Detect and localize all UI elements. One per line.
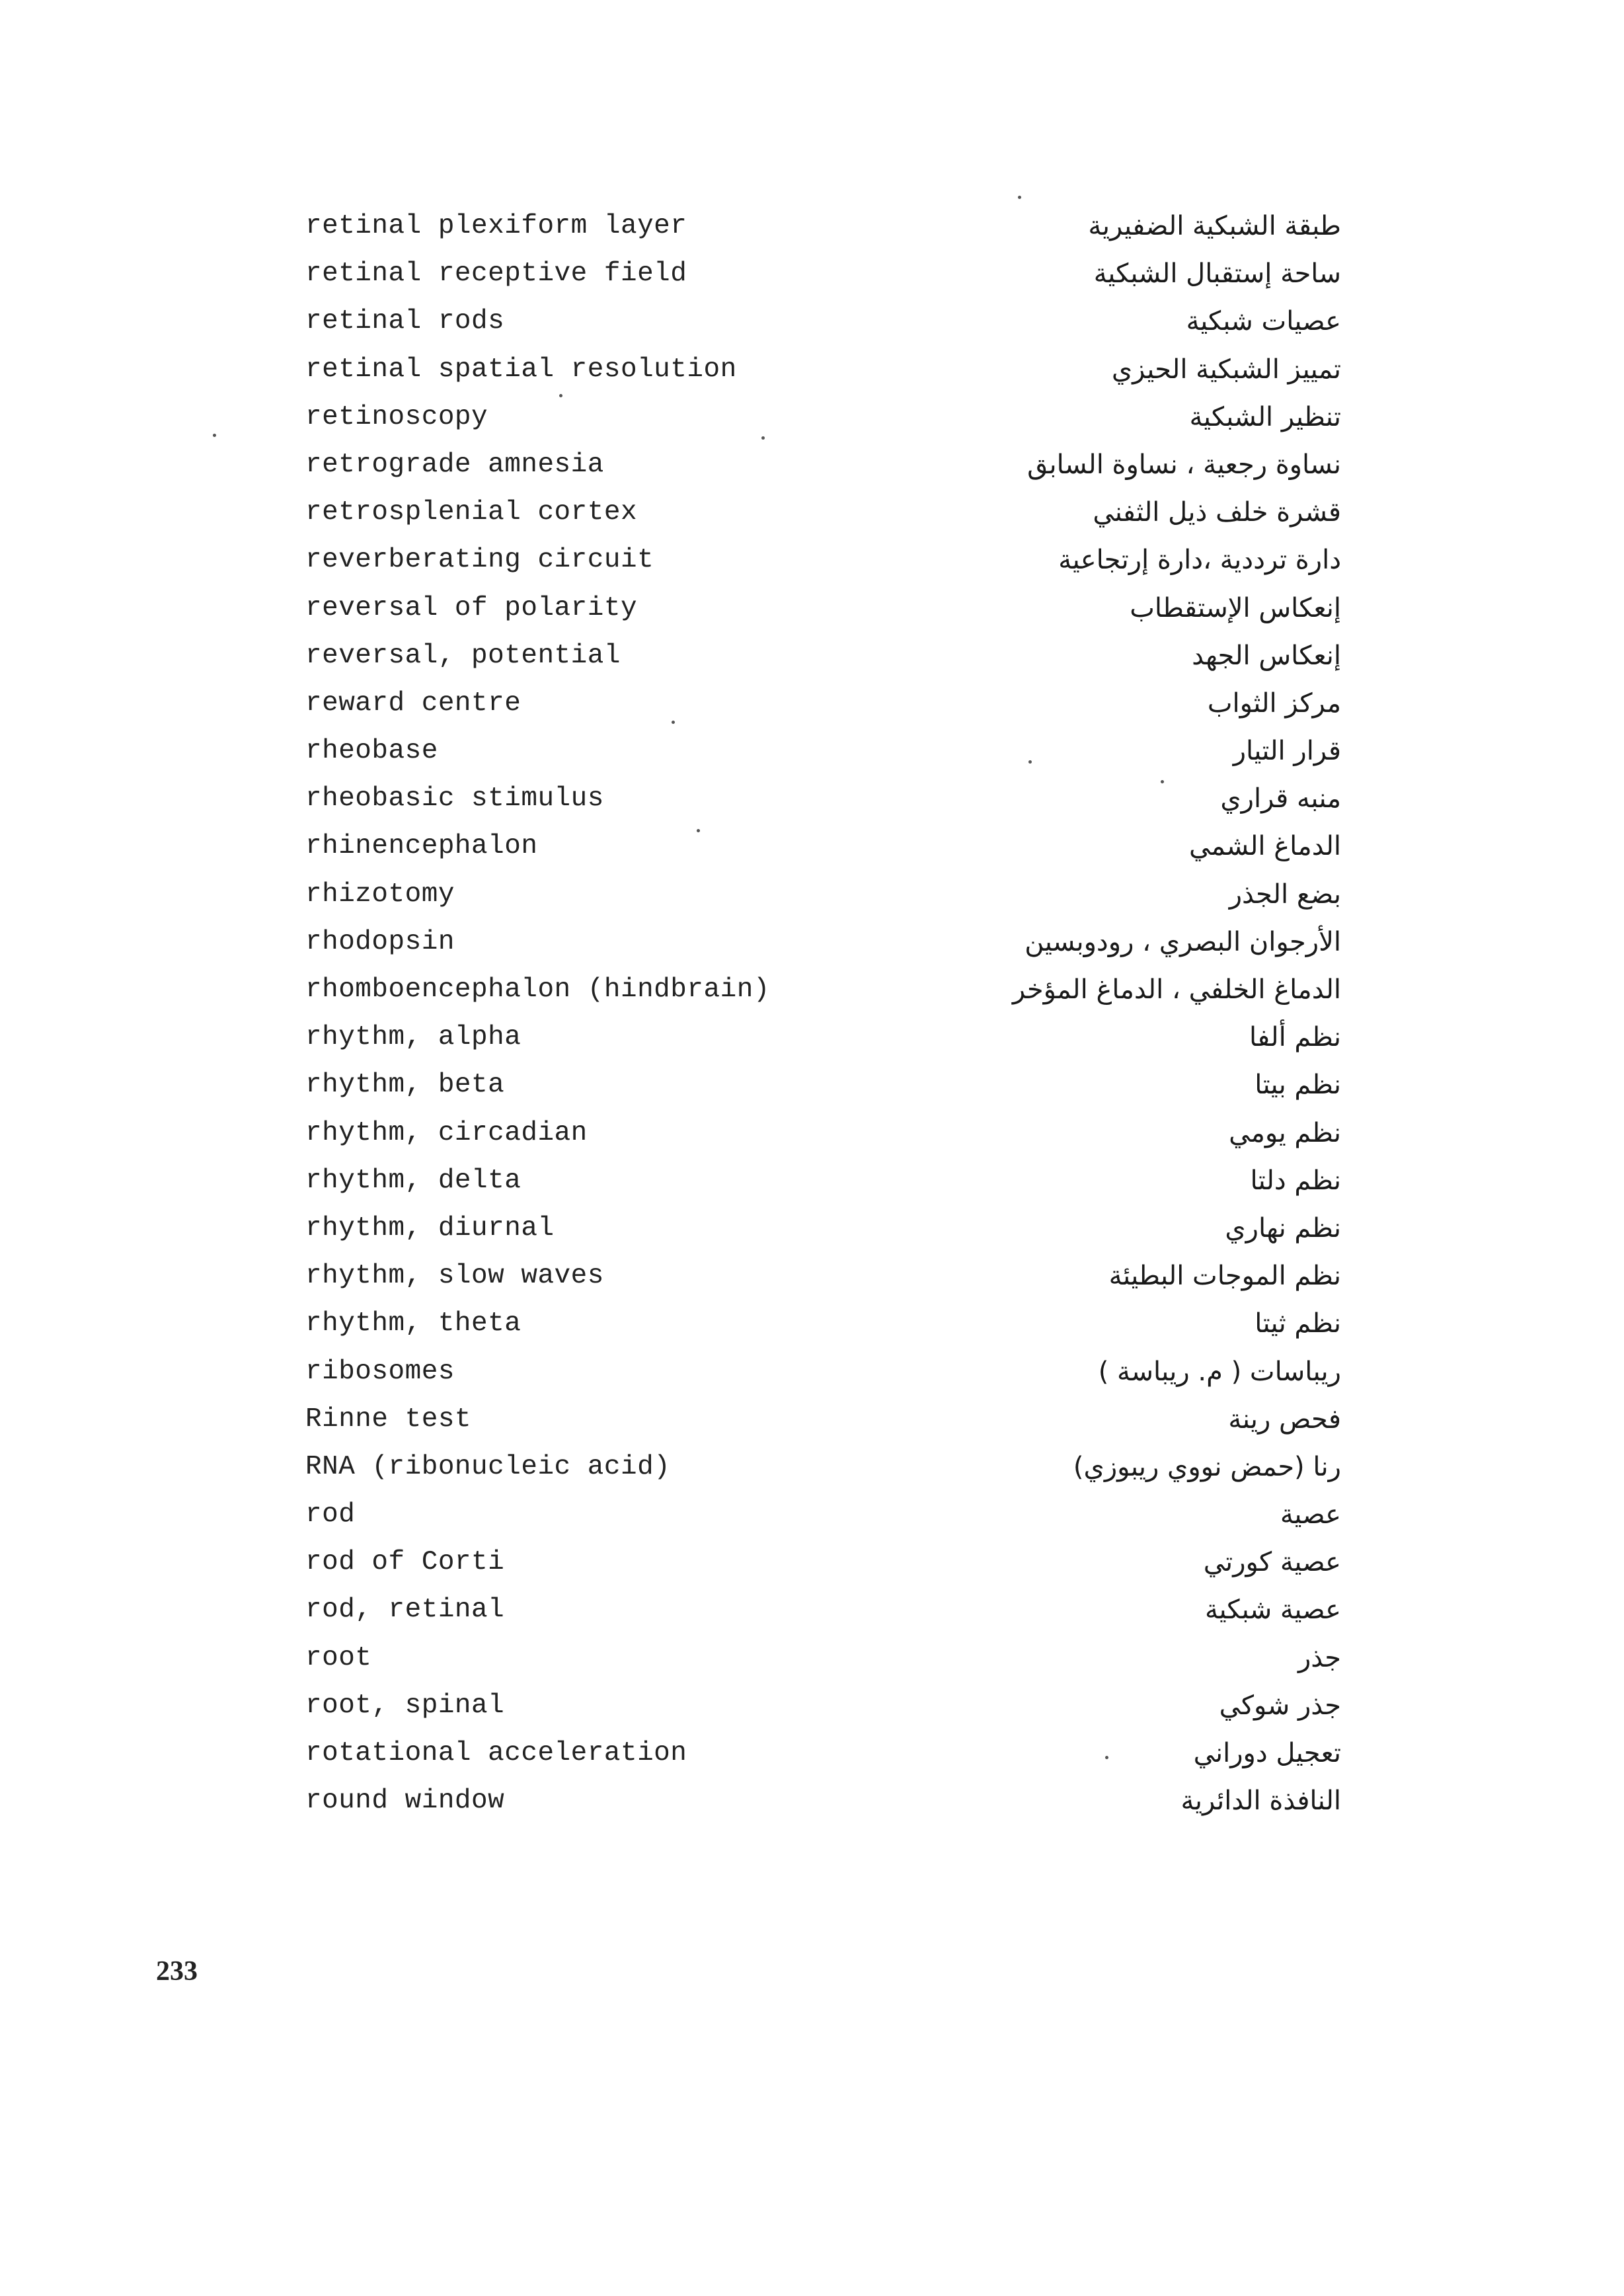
english-term: rhythm, diurnal [305, 1212, 555, 1244]
glossary-entry [0, 1300, 1624, 1347]
glossary-entry [0, 1538, 1624, 1586]
english-term: Rinne test [305, 1404, 472, 1435]
arabic-term: نظم نهاري [1225, 1212, 1341, 1244]
glossary-entry [0, 536, 1624, 584]
english-term: rhythm, alpha [305, 1022, 522, 1053]
arabic-term: الأرجوان البصري ، رودوبسين [1025, 926, 1341, 957]
glossary-entry [0, 1586, 1624, 1634]
arabic-term: تعجيل دوراني [1193, 1738, 1341, 1768]
glossary-entry [0, 1634, 1624, 1682]
glossary-entry [0, 632, 1624, 680]
arabic-term: تمييز الشبكية الحيزي [1111, 354, 1341, 385]
english-term: retinal rods [305, 306, 505, 337]
english-term: reward centre [305, 688, 522, 719]
arabic-term: قشرة خلف ذيل الثفني [1093, 497, 1341, 528]
glossary-entry [0, 871, 1624, 918]
english-term: rod [305, 1499, 356, 1530]
arabic-term: فحص رينة [1228, 1404, 1341, 1435]
arabic-term: جذر [1297, 1642, 1341, 1673]
arabic-term: دارة ترددية ،دارة إرتجاعية [1058, 545, 1341, 576]
english-term: retinal receptive field [305, 258, 687, 290]
glossary-entry [0, 1061, 1624, 1109]
glossary-entry [0, 822, 1624, 870]
english-term: rheobase [305, 736, 438, 767]
english-term: retinal plexiform layer [305, 211, 687, 241]
english-term: rhythm, slow waves [305, 1261, 604, 1292]
glossary-entry [0, 1443, 1624, 1491]
arabic-term: إنعكاس الجهد [1192, 640, 1341, 671]
glossary-entry [0, 1491, 1624, 1538]
glossary-entry [0, 918, 1624, 966]
arabic-term: تنظير الشبكية [1189, 401, 1341, 432]
arabic-term: بضع الجذر [1229, 879, 1341, 910]
english-term: reversal of polarity [305, 592, 638, 623]
english-term: rhythm, delta [305, 1165, 522, 1196]
english-term: round window [305, 1786, 505, 1817]
glossary-entry [0, 1348, 1624, 1396]
english-term: rhythm, theta [305, 1308, 522, 1339]
glossary-entry [0, 727, 1624, 775]
glossary-entry [0, 1013, 1624, 1061]
glossary-entry [0, 441, 1624, 489]
glossary-entry [0, 1682, 1624, 1729]
english-term: rhizotomy [305, 879, 455, 910]
english-term: rhomboencephalon (hindbrain) [305, 974, 770, 1005]
scan-speck [1018, 196, 1021, 199]
glossary-entry [0, 1777, 1624, 1825]
arabic-term: الدماغ الشمي [1189, 831, 1341, 862]
glossary-entry [0, 775, 1624, 822]
arabic-term: نظم ثيتا [1255, 1308, 1341, 1339]
glossary-entry [0, 1252, 1624, 1300]
arabic-term: جذر شوكي [1219, 1690, 1341, 1721]
scan-speck [761, 436, 765, 440]
arabic-term: نظم ألفا [1249, 1022, 1341, 1053]
glossary-entry [0, 346, 1624, 393]
english-term: RNA (ribonucleic acid) [305, 1451, 671, 1482]
english-term: rod, retinal [305, 1595, 505, 1626]
english-term: reversal, potential [305, 640, 621, 671]
arabic-term: إنعكاس الإستقطاب [1130, 592, 1341, 623]
glossary-entry [0, 584, 1624, 632]
arabic-term: قرار التيار [1233, 736, 1341, 767]
arabic-term: عصيات شبكية [1186, 306, 1341, 337]
english-term: rheobasic stimulus [305, 783, 604, 814]
arabic-term: نظم بيتا [1255, 1070, 1341, 1101]
arabic-term: ساحة إستقبال الشبكية [1093, 258, 1341, 290]
english-term: rhodopsin [305, 926, 455, 957]
glossary-entry [0, 1205, 1624, 1252]
arabic-term: ريباسات ( م. ريباسة ) [1098, 1356, 1341, 1387]
glossary-entry [0, 489, 1624, 536]
arabic-term: نظم الموجات البطيئة [1108, 1261, 1341, 1292]
arabic-term: الدماغ الخلفي ، الدماغ المؤخر [1012, 974, 1341, 1005]
glossary-entry [0, 680, 1624, 727]
scan-speck [213, 434, 216, 437]
glossary-entry [0, 1157, 1624, 1205]
arabic-term: عصية كورتي [1203, 1547, 1341, 1578]
english-term: rhythm, beta [305, 1070, 505, 1101]
scan-speck [1161, 780, 1164, 783]
scan-speck [672, 721, 675, 724]
english-term: ribosomes [305, 1356, 455, 1387]
scan-speck [697, 829, 700, 832]
scan-speck [1105, 1756, 1108, 1759]
glossary-entry [0, 202, 1624, 250]
arabic-term: النافذة الدائرية [1180, 1786, 1341, 1817]
glossary-entry [0, 966, 1624, 1013]
arabic-term: نظم يومي [1229, 1117, 1341, 1148]
english-term: rhythm, circadian [305, 1117, 588, 1148]
arabic-term: منبه قراري [1220, 783, 1341, 814]
arabic-term: نظم دلتا [1250, 1165, 1341, 1196]
arabic-term: رنا (حمض نووي ريبوزي) [1073, 1451, 1341, 1482]
english-term: retinoscopy [305, 401, 488, 432]
english-term: rod of Corti [305, 1547, 505, 1578]
arabic-term: طبقة الشبكية الضفيرية [1088, 211, 1341, 241]
english-term: retrosplenial cortex [305, 497, 638, 528]
glossary-entry [0, 250, 1624, 297]
english-term: rotational acceleration [305, 1738, 687, 1768]
english-term: retinal spatial resolution [305, 354, 737, 385]
english-term: retrograde amnesia [305, 449, 604, 480]
english-term: root, spinal [305, 1690, 505, 1721]
english-term: reverberating circuit [305, 545, 654, 576]
english-term: rhinencephalon [305, 831, 538, 862]
page-number: 233 [156, 1956, 198, 1987]
arabic-term: نساوة رجعية ، نساوة السابق [1027, 449, 1341, 480]
glossary-entry [0, 1109, 1624, 1157]
glossary-entry [0, 297, 1624, 345]
arabic-term: عصية شبكية [1205, 1595, 1341, 1626]
arabic-term: مركز الثواب [1207, 688, 1341, 719]
glossary-entry [0, 1396, 1624, 1443]
glossary-entry [0, 393, 1624, 441]
arabic-term: عصية [1280, 1499, 1341, 1530]
scan-speck [559, 394, 562, 397]
glossary-list [0, 202, 1624, 1825]
glossary-entry [0, 1729, 1624, 1777]
english-term: root [305, 1642, 372, 1673]
scan-speck [1028, 760, 1032, 764]
